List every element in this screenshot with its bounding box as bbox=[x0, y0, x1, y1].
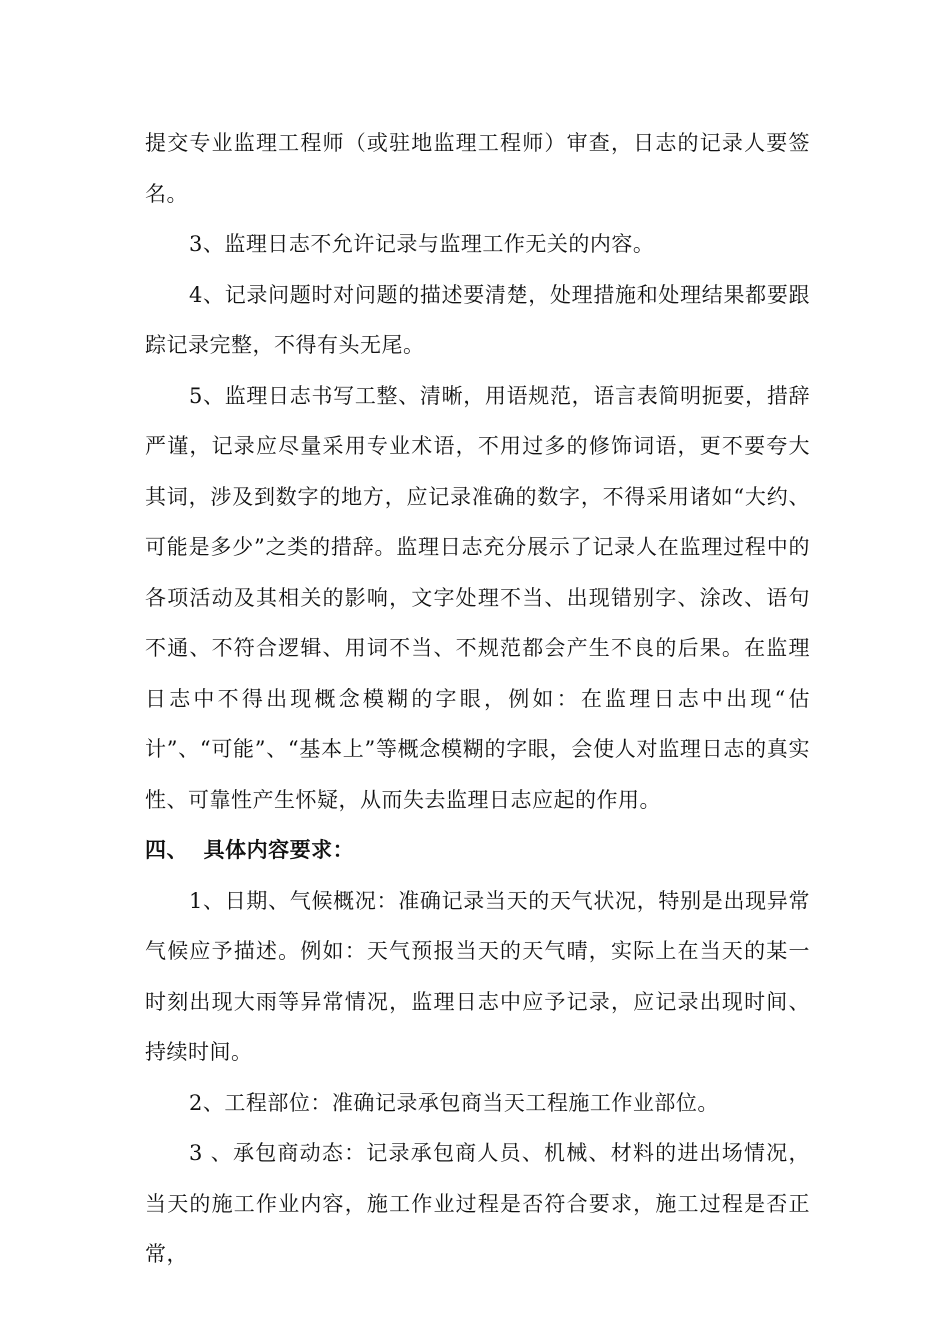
section-paragraph-3: 3 、承包商动态：记录承包商人员、机械、材料的进出场情况，当天的施工作业内容，施工作业过程是否符合要求，施工过程是否正常， bbox=[145, 1141, 810, 1266]
paragraph-item-3: 3、监理日志不允许记录与监理工作无关的内容。 bbox=[189, 232, 655, 256]
section-paragraph-2: 2、工程部位：准确记录承包商当天工程施工作业部位。 bbox=[189, 1090, 719, 1115]
paragraph-continuation: 提交专业监理工程师（或驻地监理工程师）审查，日志的记录人要签名。 bbox=[145, 131, 810, 206]
paragraph-item-4: 4、记录问题时对问题的描述要清楚，处理措施和处理结果都要跟踪记录完整，不得有头无尾。 bbox=[145, 282, 810, 357]
section-heading: 四、 具体内容要求： bbox=[145, 837, 355, 862]
document-body bbox=[145, 118, 810, 1280]
paragraph-item-5: 5、监理日志书写工整、清晰，用语规范，语言表简明扼要，措辞严谨，记录应尽量采用专业术语，不用过多的修饰词语，更不要夸大其词，涉及到数字的地方，应记录准确的数字，不得采用诸如“大约、可能是多少”之类的措辞。监理日志充分展示了记录人在监理过程中的各项活动及其相关的影响，文字处理不当、出现错别字、涂改、语句不通、不符合逻辑、用词不当、不规范都会产生不良的后果。在监理日志中不得出现概念模糊的字眼，例如：在监理日志中出现“估计”、“可能”、“基本上”等概念模糊的字眼，会使人对监理日志的真实性、可靠性产生怀疑，从而失去监理日志应起的作用。 bbox=[145, 383, 810, 812]
section-paragraph-1: 1、日期、气候概况：准确记录当天的天气状况，特别是出现异常气候应予描述。例如：天气预报当天的天气晴，实际上在当天的某一时刻出现大雨等异常情况，监理日志中应予记录，应记录出现时间、持续时间。 bbox=[145, 888, 810, 1064]
